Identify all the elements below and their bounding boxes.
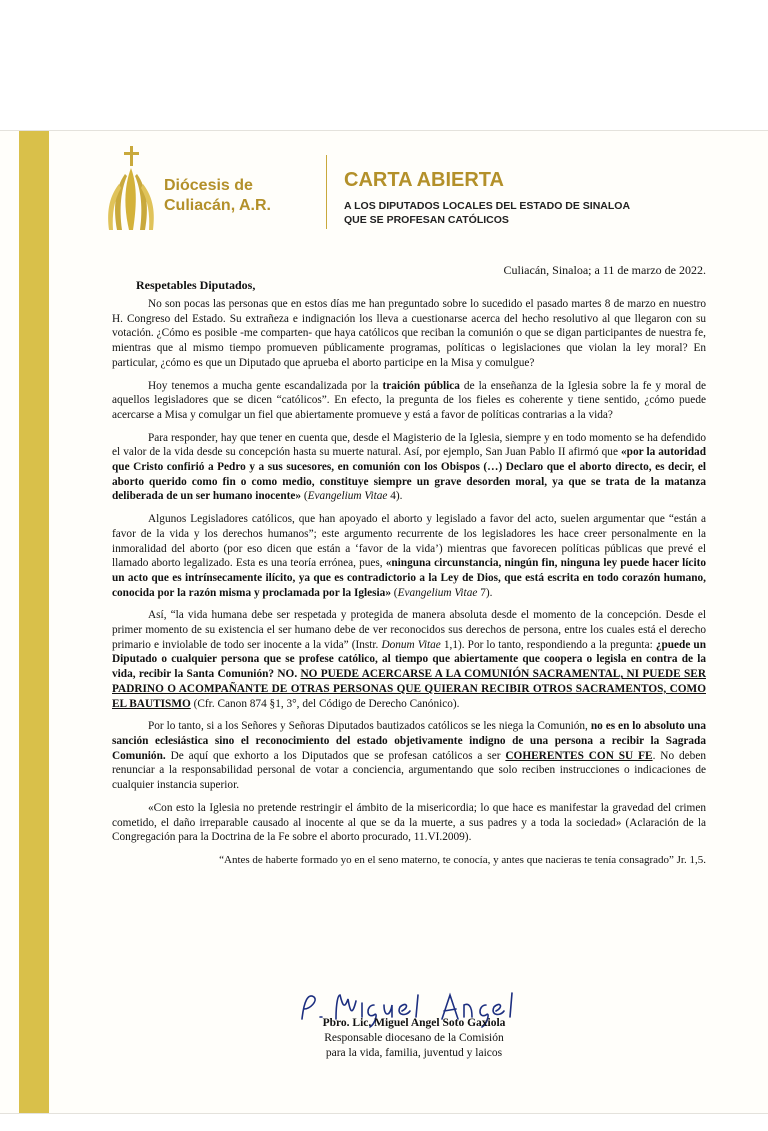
paragraph-1: No son pocas las personas que en estos días me han preguntado sobre lo sucedido el pasado martes 8 de marzo en nuestro H. Congreso del Estado. Su extrañeza e indignación los lleva a cuestionarse acerca del hecho resolutivo al que llegaron con su votación. ¿Cómo es posible -me comparten- que haya católicos que reciban la comunión o que se digan participantes de nuestra fe, mientras que al mismo tiempo promueven públicamente programas, políticas o legislaciones que violan la ley moral? En particular, ¿cómo es que un Diputado que aprueba el aborto participe en la Misa y comulgue? — [112, 298, 706, 369]
diocese-name-line2: Culiacán, A.R. — [164, 197, 271, 214]
salutation: Respetables Diputados, — [136, 278, 256, 292]
letter-title: CARTA ABIERTA — [344, 169, 504, 191]
bible-quote: “Antes de haberte formado yo en el seno materno, te conocía, y antes que nacieras te tenía consagrado” Jr. 1,5. — [219, 853, 706, 866]
subtitle-line1: A LOS DIPUTADOS LOCALES DEL ESTADO DE SINALOA — [344, 200, 631, 212]
paragraph-3: Para responder, hay que tener en cuenta que, desde el Magisterio de la Iglesia, siempre y en todo momento se ha defendido el valor de la vida desde su concepción hasta su muerte natural. Así, por ejemplo, San Juan Pablo II afirmó que «por la autoridad que Cristo confirió a Pedro y a sus sucesores, en comunión con los Obispos (…) Declaro que el aborto directo, es decir, el aborto querido como fin o como medio, constituye siempre un grave desorden moral, ya que se trata de la matanza deliberada de un ser humano inocente» (Evangelium Vitae 4). — [112, 431, 706, 503]
letter-date: Culiacán, Sinaloa; a 11 de marzo de 2022. — [503, 263, 706, 277]
signer-name: Pbro. Lic. Miguel Angel Soto Gaxiola — [322, 1017, 506, 1029]
gold-margin-bar — [19, 131, 49, 1113]
paragraph-5: Así, “la vida humana debe ser respetada y protegida de manera absoluta desde el momento de la concepción. Desde el primer momento de su existencia el ser humano debe de ver reconocidos sus derechos de persona, entre los cuales está el derecho primario e inviolable de todo ser inocente a la vida” (Instr. Donum Vitae 1,1). Por lo tanto, respondiendo a la pregunta: ¿puede un Diputado o cualquier persona que se profese católico, al tiempo que abiertamente que coopera o legisla en contra de la vida, recibir la Santa Comunión? NO. NO PUEDE ACERCARSE A LA COMUNIÓN SACRAMENTAL, NI PUEDE SER PADRINO O ACOMPAÑANTE DE OTRAS PERSONAS QUE QUIERAN RECIBIR OTROS SACRAMENTOS, COMO EL BAUTISMO (Cfr. Canon 874 §1, 3°, del Código de Derecho Canónico). — [112, 609, 706, 710]
signer-role-line2: para la vida, familia, juventud y laicos — [325, 1047, 503, 1059]
header-divider — [326, 155, 327, 229]
paragraph-6: Por lo tanto, si a los Señores y Señoras Diputados bautizados católicos se les niega la Comunión, no es en lo absoluto una sanción eclesiástica sino el reconocimiento del estado objetivamente indigno de una persona a recibir la Sagrada Comunión. De aquí que exhorto a los Diputados que se profesan católicos a ser COHERENTES CON SU FE. No deben renunciar a la responsabilidad personal de votar a conciencia, argumentando que solo reciben instrucciones o indicaciones de cualquier instancia superior. — [112, 720, 706, 792]
paragraph-2: Hoy tenemos a mucha gente escandalizada por la traición pública de la enseñanza de la Iglesia sobre la fe y moral de aquellos legisladores que se dicen “católicos”. En efecto, la pregunta de los fieles es coherente y tiene sentido, ¿cómo puede acercarse a Misa y comulgar un fiel que abiertamente promueve y está a favor de políticas contrarias a la vida? — [112, 379, 706, 421]
signer-role-line1: Responsable diocesano de la Comisión — [324, 1032, 504, 1044]
letter-subtitle — [344, 199, 630, 227]
diocese-name — [164, 176, 271, 216]
letter-page — [0, 130, 768, 1114]
diocese-name-line1: Diócesis de — [164, 177, 253, 194]
paragraph-7: «Con esto la Iglesia no pretende restringir el ámbito de la misericordia; lo que hace es manifestar la gravedad del crimen cometido, el daño irreparable causado al inocente al que se da la muerte, a sus padres y a toda la sociedad» (Aclaración de la Congregación para la Doctrina de la Fe sobre el aborto procurado, 11.VI.2009). — [112, 801, 706, 844]
signature-block — [264, 1016, 564, 1061]
subtitle-line2: QUE SE PROFESAN CATÓLICOS — [344, 214, 509, 226]
diocese-logo — [103, 144, 161, 232]
paragraph-4: Algunos Legisladores católicos, que han apoyado el aborto y legislado a favor del acto, suelen argumentar que “están a favor de la vida y los derechos humanos”; este argumento recurrente de los legisladores les hace creer personalmente en la inmoralidad del aborto (por eso dicen que están a ‘favor de la vida’) mientras que favorecen políticas públicas que prevé el llamado aborto legalizado. Esta es una teoría errónea, pues, «ninguna circunstancia, ningún fin, ninguna ley puede hacer lícito un acto que es intrínsecamente ilícito, ya que es contradictorio a la Ley de Dios, que está escrita en todo corazón humano, conocida por la razón misma y proclamada por la Iglesia» (Evangelium Vitae 7). — [112, 513, 706, 599]
letter-body — [112, 297, 706, 868]
